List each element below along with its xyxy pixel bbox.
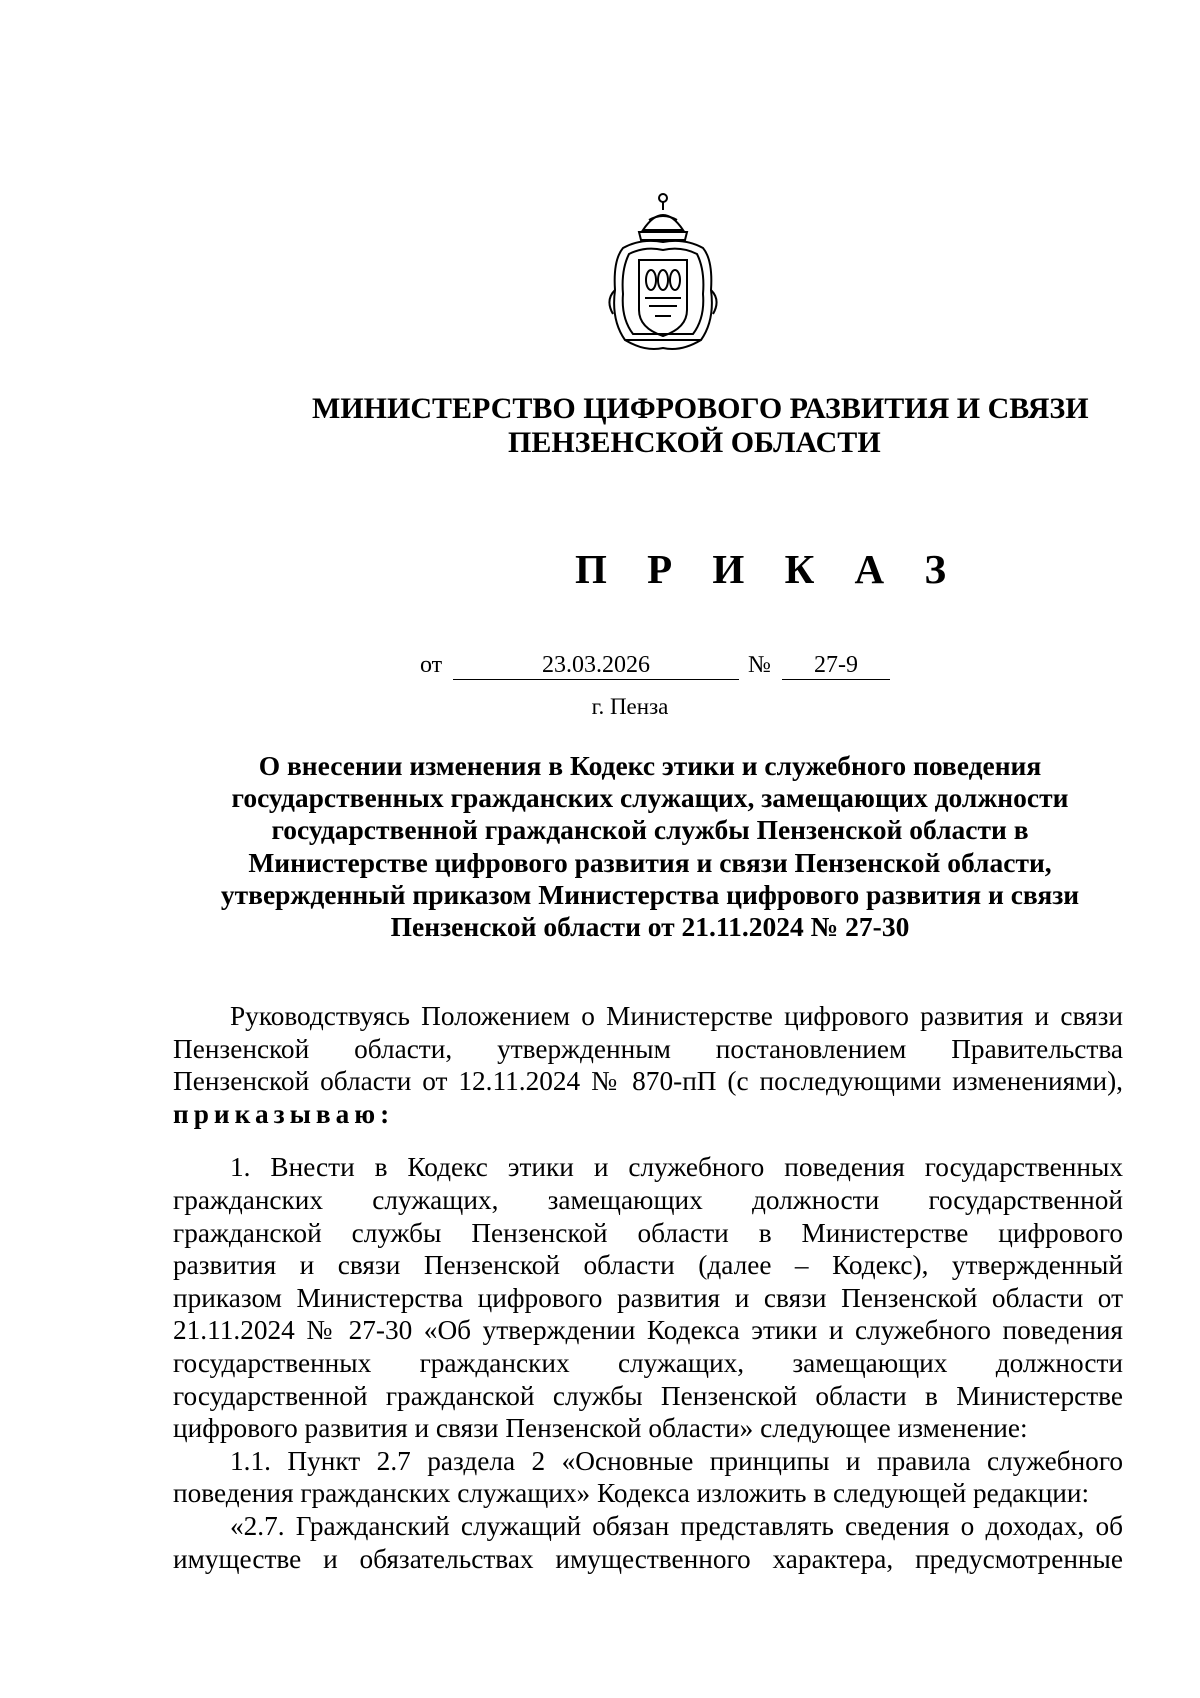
city: г. Пенза: [591, 694, 669, 719]
preamble-line: Руководствуясь Положением о Министерстве цифрового развития и связи: [230, 1001, 1123, 1031]
item-1-1-line: 1.1. Пункт 2.7 раздела 2 «Основные принципы и правила служебного: [230, 1445, 1123, 1476]
ministry-name-line2: ПЕНЗЕНСКОЙ ОБЛАСТИ: [508, 426, 881, 459]
item-1-line: 21.11.2024 № 27-30 «Об утверждении Кодекса этики и служебного поведения: [173, 1315, 1123, 1346]
title-line: государственных гражданских служащих, замещающих должности: [231, 782, 1069, 814]
item-2-7-line: «2.7. Гражданский служащий обязан представлять сведения о доходах, об: [230, 1510, 1123, 1541]
title-line: Министерстве цифрового развития и связи Пензенской области,: [248, 846, 1052, 878]
date-prefix: от: [420, 652, 443, 678]
title-line: О внесении изменения в Кодекс этики и служебного поведения: [258, 750, 1042, 781]
title-line: Пензенской области от 21.11.2024 № 27-30: [390, 911, 910, 943]
item-1-line: 1. Внести в Кодекс этики и служебного поведения государственных: [230, 1152, 1123, 1183]
preamble-paragraph: [173, 1000, 1123, 1130]
item-1-1-paragraph: [173, 1445, 1123, 1510]
number-sign: №: [748, 652, 771, 678]
item-1-line: гражданских служащих, замещающих должности государственной: [173, 1184, 1123, 1215]
document-body: [173, 1000, 1123, 1575]
item-2-7-line: имуществе и обязательствах имущественного характера, предусмотренные: [173, 1543, 1123, 1574]
date-number-line: [0, 652, 1200, 682]
preamble-line: Пензенской области, утвержденным постановлением Правительства: [173, 1033, 1123, 1064]
item-2-7-paragraph: [173, 1510, 1123, 1575]
ministry-name-line1: МИНИСТЕРСТВО ЦИФРОВОГО РАЗВИТИЯ И СВЯЗИ: [312, 392, 1089, 425]
item-1-line: цифрового развития и связи Пензенской области» следующее изменение:: [173, 1413, 1028, 1444]
penza-coat-of-arms-icon: [605, 190, 721, 360]
item-1-line: развития и связи Пензенской области (далее – Кодекс), утвержденный: [173, 1250, 1123, 1281]
item-1-line: приказом Министерства цифрового развития и связи Пензенской области от: [173, 1282, 1123, 1313]
item-1-1-line: поведения гражданских служащих» Кодекса изложить в следующей редакции:: [173, 1478, 1090, 1509]
order-word: приказываю:: [173, 1098, 395, 1129]
document-date: 23.03.2026: [453, 652, 739, 680]
item-1-line: государственных гражданских служащих, замещающих должности: [173, 1347, 1123, 1378]
item-1-line: государственной гражданской службы Пензенской области в Министерстве: [173, 1380, 1123, 1411]
title-line: утвержденный приказом Министерства цифрового развития и связи: [220, 878, 1080, 910]
document-number: 27-9: [782, 652, 890, 680]
item-1-paragraph: [173, 1151, 1123, 1444]
preamble-line: Пензенской области от 12.11.2024 № 870-пП (с последующими изменениями),: [173, 1066, 1123, 1097]
item-1-line: гражданской службы Пензенской области в Министерстве цифрового: [173, 1217, 1123, 1248]
document-title: [190, 750, 1110, 943]
document-type: П Р И К А З: [575, 546, 962, 592]
title-line: государственной гражданской службы Пензенской области в: [271, 814, 1029, 846]
